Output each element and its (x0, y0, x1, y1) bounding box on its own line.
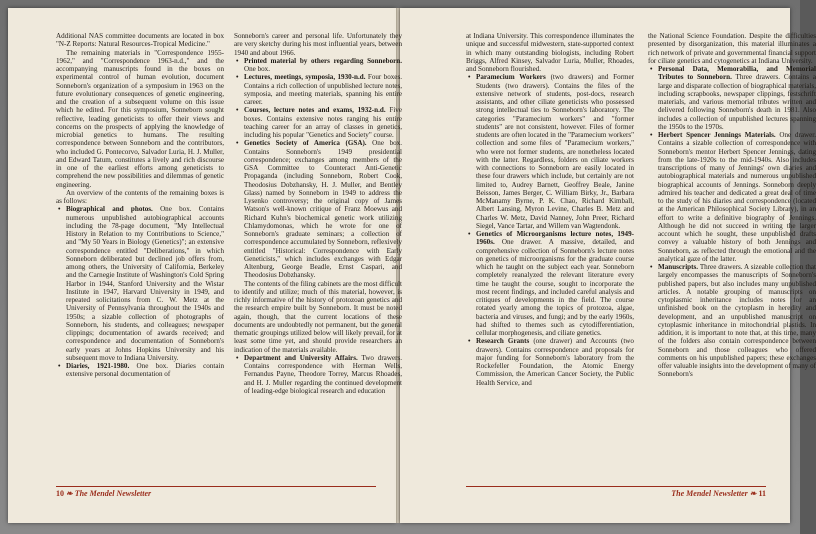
list-item (244, 354, 402, 395)
list-item-text: Three drawers. Contains a large and disparate collection of biographical materials, including scrapbooks, newspaper clippings, festschrift materials, and various memorial tributes written and delivered following Sonneborn's death in 1981. Also includes a collection of unpublished lectures spanning the 1950s to the 1970s. (658, 73, 816, 131)
list-item-title: Research Grants (476, 337, 530, 346)
list-item-title: Diaries, 1921-1980. (66, 362, 130, 370)
bullet-list (648, 65, 816, 379)
page-number: 10 (56, 489, 64, 498)
fleuron-icon: ❧ (66, 489, 73, 498)
list-item-title: Personal Data, Memorabilia, and Memorial Tributes to Sonneborn. (658, 65, 816, 82)
paragraph-text: Additional NAS committee documents are located in box "N-Z Reports: Natural Resources-Tropical Medicine." (56, 32, 224, 49)
list-item (658, 131, 816, 263)
list-item-title: Lectures, meetings, symposia, 1930-n.d. (244, 73, 366, 82)
paragraph-text: An overview of the contents of the remaining boxes is as follows: (56, 188, 224, 205)
left-page-column-1 (56, 32, 224, 482)
list-item (658, 263, 816, 379)
paragraph (466, 32, 634, 73)
list-item (244, 57, 402, 74)
bullet-list (234, 57, 402, 280)
list-item (244, 106, 402, 139)
list-item-text: (two drawers) and Former Students (two drawers). Contains the files of the extensive network of students, post-docs, research assistants, and other ciliate geneticists who possessed strong intellectual ties to Sonneborn's laboratory. The categories "Paramecium workers" and "former students" are not consistent, however. Files of former students are often located in the "Paramecium workers" collection and some files of "Paramecium workers," who were not former students, are nonetheless located with the latter. Regardless, folders on ciliate workers with connections to Sonneborn are easily located in these four drawers which include, but certainly are not limited to, Audrey Barnett, Geoffrey Beale, Janine Beisson, James Berger, C. William Birky, Jr., Barbara McManamy Byrne, P. K. Chao, Richard Kimball, Albert Lansing, Myron Levine, Charles B. Metz and Charles W. Metz, David Nanney, John Preer, Richard Siegel, Vance Tartar, and Willem van Wagtendonk. (476, 73, 635, 230)
list-item-text: Three drawers. A sizeable collection that largely encompasses the manuscripts of Sonneborn's published papers, but also includes many unpublished articles. A notable grouping of manuscripts on cytoplasmic inheritance includes notes for an unfinished book on the cytoplasm in heredity and development, and an unpublished manuscript on cytoplasmic inheritance in mitochondrial plastids. In addition, it is important to note that, at this time, many of the folders also contain correspondence between Sonneborn and those colleagues who offered comments on his unpublished papers; these exchanges offer valuable insights into the development of many of Sonneborn's (658, 263, 816, 379)
list-item (476, 337, 634, 387)
list-item-title: Department and University Affairs. (244, 353, 358, 362)
list-item-title: Paramecium Workers (476, 73, 546, 82)
list-item-text: One drawer. Contains a sizable collection of correspondence with Sonneborn's mentor Herbert Spencer Jennings, dating from the late-1920s to the mid-1940s. Also includes transcriptions of many of Jennings' own diaries and autobiographical materials and numerous unpublished biographical accounts of Jennings. Sonneborn deeply admired his teacher and dedicated a great deal of time to the study of his diaries and correspondence (located at the American Philosophical Society Library), in an effort to write a definitive biography of Jennings. Although he did not succeed in writing the larger account which he sought, these unpublished drafts convey a valuable history of both Jennings and Sonneborn, as reflected through the emotional and the analytical gaze of the latter. (658, 131, 816, 263)
paragraph (56, 32, 224, 49)
paragraph (648, 32, 816, 65)
right-page-column-2 (648, 32, 816, 482)
bullet-list (234, 354, 402, 395)
list-item-title: Genetics of Microorganisms lecture notes, 1949-1960s. (476, 230, 634, 247)
page-number: 11 (758, 489, 766, 498)
list-item (476, 73, 634, 230)
list-item-title: Courses, lecture notes and exams, 1932-n.d. (244, 106, 386, 115)
paragraph (56, 189, 224, 206)
left-page-footer (56, 486, 376, 503)
list-item-text: One box. (244, 65, 271, 73)
paragraph-text: The contents of the filing cabinets are the most difficult to identify and utilize; much of this material, however, is richly informative of the history of protozoan genetics and the research empire built by Sonneborn. It must be noted again, though, that the current locations of these documents are undoubtedly not permanent, but the general thematic groupings utilized below will likely prevail, for at least some time yet, and should provide researchers an indication of the materials available. (234, 279, 402, 354)
list-item-title: Biographical and photos. (66, 205, 153, 214)
list-item-text: One drawer. A massive, detailed, and comprehensive collection of Sonneborn's lecture notes on genetics of microorganisms for the graduate course which he taught on the subject each year. Sonneborn completely reanalyzed the relevant literature every time he taught the course, sought to incorporate the most recent findings, and included careful analysis and critiques of developments in the field. The course rotated yearly among the topics of protozoa, algae, bacteria and viruses, and fungi; and by the early 1960s, had shifted to themes such as cytodifferentiation, cellular morphogenesis, and ciliate genetics. (476, 238, 634, 337)
list-item (66, 362, 224, 379)
list-item (244, 73, 402, 106)
paragraph (56, 49, 224, 189)
list-item-text: One box. Diaries contain extensive personal documentation of (66, 362, 225, 379)
paragraph-text: at Indiana University. This correspondence illuminates the unique and successful midwestern, state-supported context in which many outstanding biologists, including Robert Briggs, Alfred Kinsey, Salvador Luria, Muller, Rhoades, and Sonneborn flourished. (466, 32, 634, 73)
paragraph-text: Sonneborn's career and personal life. Unfortunately they are very sketchy during his most influential years, between 1940 and about 1966. (234, 32, 402, 57)
bullet-list (466, 73, 634, 387)
list-item-text: Five boxes. Contains extensive notes ranging his entire teaching career for an array of classes in genetics, including his popular "Genetics and Society" course. (244, 106, 402, 139)
list-item-text: (one drawer) and Accounts (two drawers). Contains correspondence and proposals for major funding for Sonneborn's laboratory from the Rockefeller Foundation, the Atomic Energy Commission, the American Cancer Society, the Public Health Service, and (476, 337, 634, 387)
paragraph-text: The remaining materials in "Correspondence 1955-1962," and "Correspondence 1963-n.d.," and the accompanying manuscripts found in the boxes on experimental control of human evolution, document Sonneborn's organization of a symposium in 1963 on the future evolutionary consequences of genetic engineering, and the creation of a subsequent volume on this issue which he edited. For this symposium, Sonneborn sought reflective, leading geneticists to offer their views and concerns on the prospects of applying the knowledge of microbial genetics to humans. The resulting correspondence between Sonneborn and the contributors, who included G. Pontecorvo, Salvador Luria, H. J. Muller, and Edward Tatum, constitutes a lively and rich discourse in one of the earliest efforts among geneticists to comprehend the new possibilities and dilemmas of genetic engineering. (56, 48, 224, 189)
list-item-title: Manuscripts. (658, 263, 699, 271)
fleuron-icon: ❧ (749, 489, 757, 498)
list-item-title: Herbert Spencer Jennings Materials. (658, 131, 776, 139)
list-item-text: One box. Contains numerous unpublished autobiographical accounts including the 78-page document, "My Intellectual History in Relation to my Contributions to Science," and "My 50 Years in Biology (Genetics)"; an extensive correspondence entitled "Deliberations," in which Sonneborn deliberated but declined job offers from, among others, the University of California, Berkeley and the Carnegie Institute of Washington's Cold Spring Harbor in 1944, Stanford University and the Wistar Institute in 1947, Harvard University in 1949, and repeated solicitations from C. W. Metz at the University of Pennsylvania throughout the 1940s and 1950s; a sizable collection of photographs of Sonneborn, his students, and colleagues; newspaper clippings; documentation of awards received; and correspondence and documentation of Sonneborn's early years at Johns Hopkins University and his subsequent move to Indiana University. (66, 205, 224, 362)
list-item (244, 139, 402, 279)
bullet-list (56, 205, 224, 378)
paragraph-text: the National Science Foundation. Despite the difficulties presented by disorganization, this material illuminates a rich network of private and governmental financial support for ciliate genetics and cytogenetics at Indiana University. (648, 32, 816, 65)
list-item-text: Two drawers. Contains correspondence with Herman Wells, Fernandus Payne, Theodore Torrey, Marcus Rhoades, and H. J. Muller regarding the continued development of leading-edge biological research and education (244, 353, 402, 395)
list-item (476, 230, 634, 337)
paragraph (234, 280, 402, 354)
newsletter-title: The Mendel Newsletter (74, 489, 152, 498)
left-page-column-2 (234, 32, 402, 482)
list-item (66, 205, 224, 362)
list-item-text: One box. Contains Sonneborn's 1949 presidential correspondence; exchanges among members of the GSA Committee to Counteract Anti-Genetic Propaganda (including Sonneborn, Robert Cook, Theodosius Dobzhansky, H. J. Muller, and Bentley Glass) named by Sonneborn in 1949 to address the Lysenko controversy; the original copy of James Watson's well-known critique of Franz Moewus and Richard Kuhn's biochemical genetic work utilizing Chlamydomonas, which he wrote for one of Sonneborn's graduate seminars; a collection of correspondence accumulated by Sonneborn, reflexively entitled "Historical: Correspondence with Early Geneticists," which includes exchanges with Edgar Altenburg, George Beadle, Ernst Caspari, and Theodosius Dobzhansky. (244, 139, 402, 280)
list-item-title: Genetics Society of America (GSA). (244, 139, 367, 148)
right-page-column-1 (466, 32, 634, 482)
list-item-text: Four boxes. Contains a rich collection of unpublished lecture notes, symposia, and meeting materials, spanning his entire career. (244, 73, 402, 106)
list-item-title: Printed material by others regarding Sonneborn. (244, 56, 402, 65)
newsletter-title: The Mendel Newsletter (671, 489, 748, 498)
list-item (658, 65, 816, 131)
paragraph (234, 32, 402, 57)
right-page-footer (466, 486, 766, 503)
